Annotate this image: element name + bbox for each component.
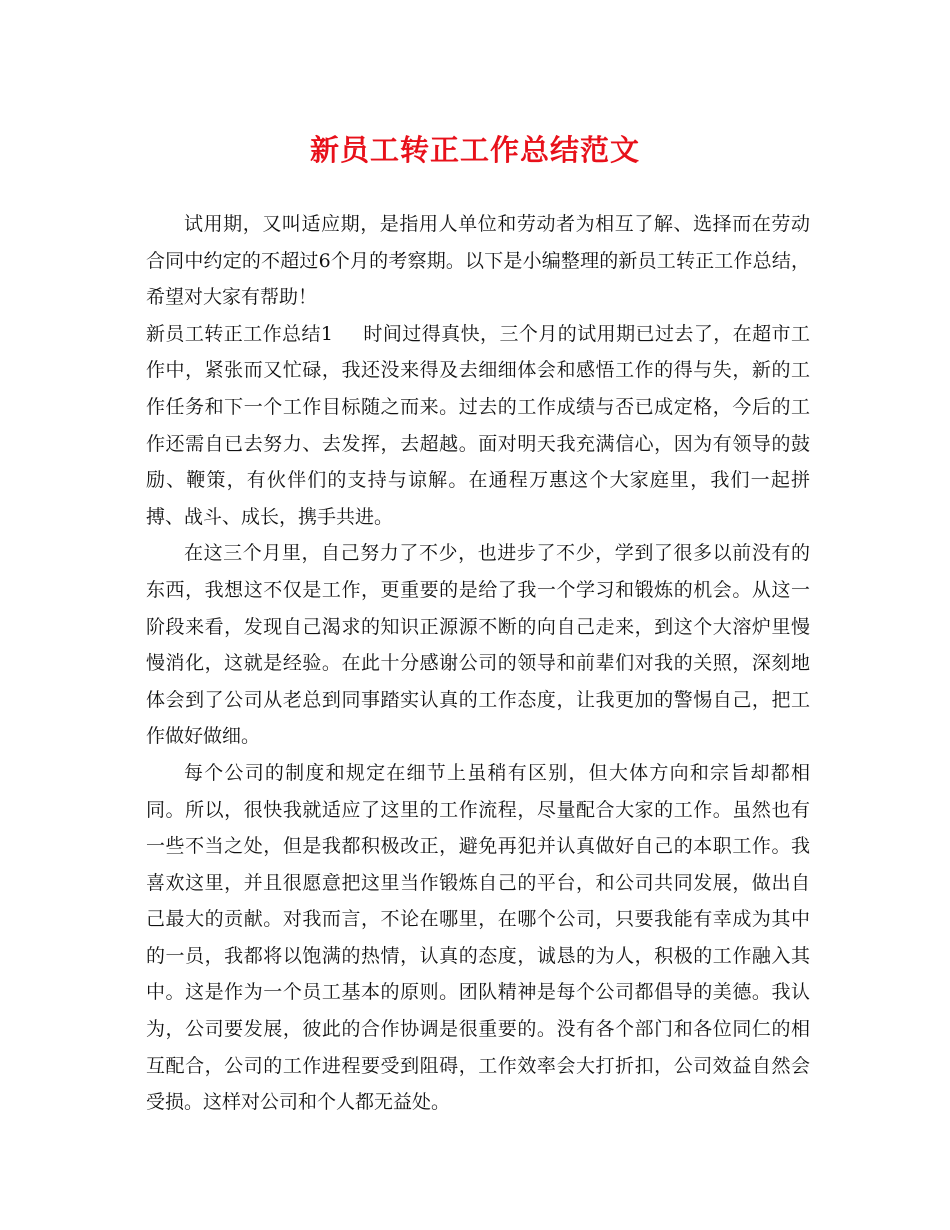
section1-first-paragraph <box>146 316 810 536</box>
intro-paragraph: 试用期，又叫适应期，是指用人单位和劳动者为相互了解、选择而在劳动合同中约定的不超过6个月的考察期。以下是小编整理的新员工转正工作总结，希望对大家有帮助！ <box>146 213 810 309</box>
section1-heading: 新员工转正工作总结1 <box>146 322 333 345</box>
section1-paragraph-2: 在这三个月里，自己努力了不少，也进步了不少，学到了很多以前没有的东西，我想这不仅是工作，更重要的是给了我一个学习和锻炼的机会。从这一阶段来看，发现自己渴求的知识正源源不断的向自己走来，到这个大溶炉里慢慢消化，这就是经验。在此十分感谢公司的领导和前辈们对我的关照，深刻地体会到了公司从老总到同事踏实认真的工作态度，让我更加的警惕自己，把工作做好做细。 <box>146 542 810 748</box>
section1-paragraph-1: 时间过得真快，三个月的试用期已过去了，在超市工作中，紧张而又忙碌，我还没来得及去细细体会和感悟工作的得与失，新的工作任务和下一个工作目标随之而来。过去的工作成绩与否已成定格，今后的工作还需自已去努力、去发挥，去超越。面对明天我充满信心，因为有领导的鼓励、鞭策，有伙伴们的支持与谅解。在通程万惠这个大家庭里，我们一起拼搏、战斗、成长，携手共进。 <box>146 322 810 528</box>
document-title: 新员工转正工作总结范文 <box>309 133 640 167</box>
section1-paragraph-3: 每个公司的制度和规定在细节上虽稍有区别，但大体方向和宗旨却都相同。所以，很快我就适应了这里的工作流程，尽量配合大家的工作。虽然也有一些不当之处，但是我都积极改正，避免再犯并认真做好自己的本职工作。我喜欢这里，并且很愿意把这里当作锻炼自己的平台，和公司共同发展，做出自己最大的贡献。对我而言，不论在哪里，在哪个公司，只要我能有幸成为其中的一员，我都将以饱满的热情，认真的态度，诚恳的为人，积极的工作融入其中。这是作为一个员工基本的原则。团队精神是每个公司都倡导的美德。我认为，公司要发展，彼此的合作协调是很重要的。没有各个部门和各位同仁的相互配合，公司的工作进程要受到阻碍，工作效率会大打折扣，公司效益自然会受损。这样对公司和个人都无益处。 <box>146 761 810 1114</box>
document-body <box>146 206 810 1121</box>
